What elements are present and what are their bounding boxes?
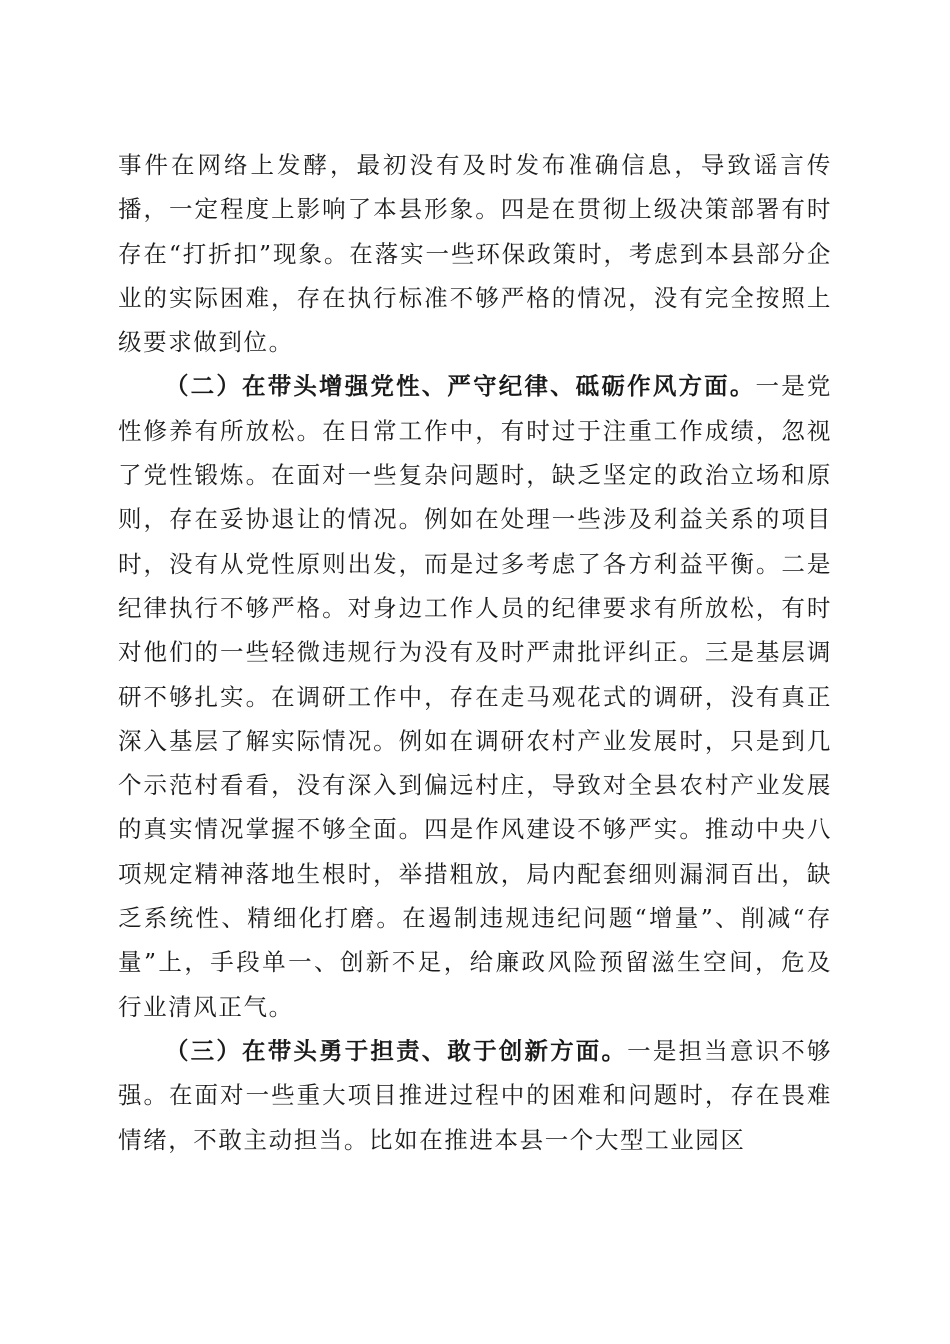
paragraph-section-three xyxy=(118,1029,832,1162)
section-heading: （二）在带头增强党性、严守纪律、砥砺作风方面。 xyxy=(165,372,756,401)
paragraph-continuation xyxy=(118,143,832,364)
paragraph-section-two xyxy=(118,364,832,1028)
paragraph-text: 事件在网络上发酵，最初没有及时发布准确信息，导致谣言传播，一定程度上影响了本县形象。四是在贯彻上级决策部署有时存在“打折扣”现象。在落实一些环保政策时，考虑到本县部分企业的实际困难，存在执行标准不够严格的情况，没有完全按照上级要求做到位。 xyxy=(118,151,832,357)
paragraph-text: 一是党性修养有所放松。在日常工作中，有时过于注重工作成绩，忽视了党性锻炼。在面对一些复杂问题时，缺乏坚定的政治立场和原则，存在妥协退让的情况。例如在处理一些涉及利益关系的项目时，没有从党性原则出发，而是过多考虑了各方利益平衡。二是纪律执行不够严格。对身边工作人员的纪律要求有所放松，有时对他们的一些轻微违规行为没有及时严肃批评纠正。三是基层调研不够扎实。在调研工作中，存在走马观花式的调研，没有真正深入基层了解实际情况。例如在调研农村产业发展时，只是到几个示范村看看，没有深入到偏远村庄，导致对全县农村产业发展的真实情况掌握不够全面。四是作风建设不够严实。推动中央八项规定精神落地生根时，举措粗放，局内配套细则漏洞百出，缺乏系统性、精细化打磨。在遏制违规违纪问题“增量”、削减“存量”上，手段单一、创新不足，给廉政风险预留滋生空间，危及行业清风正气。 xyxy=(118,372,832,1021)
section-heading: （三）在带头勇于担责、敢于创新方面。 xyxy=(165,1036,628,1065)
document-body xyxy=(118,143,832,1162)
paragraph-text: 一是担当意识不够强。在面对一些重大项目推进过程中的困难和问题时，存在畏难情绪，不敢主动担当。比如在推进本县一个大型工业园区 xyxy=(118,1036,832,1154)
